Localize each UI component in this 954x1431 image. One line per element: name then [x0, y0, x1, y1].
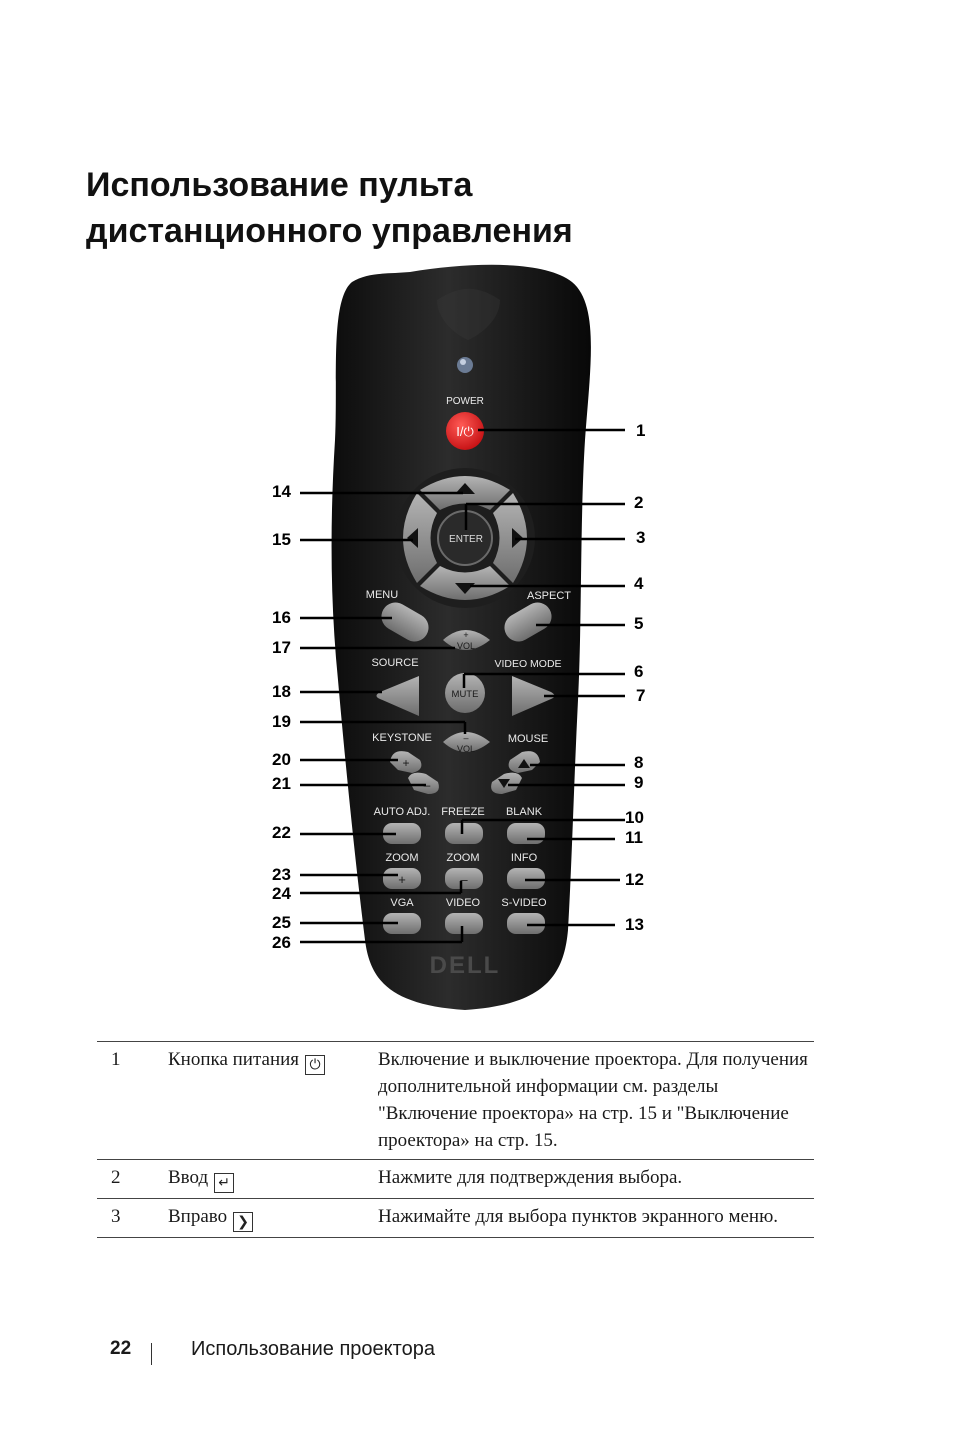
callout-16: 16 — [272, 608, 291, 627]
callout-3: 3 — [636, 528, 646, 547]
keystone-plus-sign: + — [402, 756, 410, 770]
callout-17: 17 — [272, 638, 291, 657]
keystone-minus-sign: – — [423, 778, 431, 792]
callout-13: 13 — [625, 915, 644, 934]
row-button-name — [168, 1160, 378, 1199]
callout-15: 15 — [272, 530, 291, 549]
zoom-in-sign: + — [398, 872, 406, 887]
row-description: Нажмите для подтверждения выбора. — [378, 1167, 683, 1188]
callout-4: 4 — [634, 574, 644, 593]
callout-6: 6 — [634, 662, 644, 681]
callout-18: 18 — [272, 682, 291, 701]
right-arrow-icon: ❯ — [233, 1212, 253, 1232]
callout-10: 10 — [625, 808, 644, 827]
blank-button[interactable] — [507, 823, 545, 844]
callout-20: 20 — [272, 750, 291, 769]
callout-9: 9 — [634, 773, 644, 792]
callout-22: 22 — [272, 823, 291, 842]
row-button-name-text: Кнопка питания — [168, 1049, 300, 1070]
callout-19: 19 — [272, 712, 291, 731]
callout-23: 23 — [272, 865, 291, 884]
callout-2: 2 — [634, 493, 644, 512]
vol-minus-sign: – — [463, 733, 469, 743]
s-video-label: S-VIDEO — [501, 897, 547, 909]
table-row — [97, 1199, 814, 1238]
aspect-label: ASPECT — [526, 590, 572, 602]
row-number: 3 — [111, 1206, 121, 1227]
s-video-button[interactable] — [507, 913, 545, 934]
freeze-label: FREEZE — [441, 806, 485, 818]
row-number: 1 — [111, 1049, 121, 1070]
callout-1: 1 — [636, 421, 646, 440]
freeze-button[interactable] — [445, 823, 483, 844]
vga-label: VGA — [390, 897, 414, 909]
power-label: POWER — [446, 396, 484, 407]
callout-26: 26 — [272, 933, 291, 952]
callout-7: 7 — [636, 686, 646, 705]
vol-plus-sign: + — [463, 630, 469, 640]
row-description: Включение и выключение проектора. Для получения дополнительной информации см. разделы "Включение проектора» на стр. 15 и "Выключение проектора» на стр. 15. — [378, 1049, 808, 1151]
row-number: 2 — [111, 1167, 121, 1188]
zoom-out-sign: – — [460, 872, 468, 887]
row-button-name-text: Вправо — [168, 1206, 228, 1227]
table-row — [97, 1042, 814, 1160]
callout-11: 11 — [625, 828, 643, 847]
zoom-out-label: ZOOM — [446, 852, 480, 864]
callout-14: 14 — [272, 482, 291, 501]
row-button-name — [168, 1199, 378, 1238]
info-label: INFO — [510, 852, 538, 864]
keystone-label: KEYSTONE — [372, 732, 432, 744]
mouse-label: MOUSE — [507, 733, 549, 745]
callout-8: 8 — [634, 753, 644, 772]
dell-logo: DELL — [429, 952, 501, 979]
info-button[interactable] — [507, 868, 545, 889]
source-label: SOURCE — [371, 657, 419, 669]
page-title-line-2: дистанционного управления — [86, 212, 573, 250]
video-label: VIDEO — [445, 897, 481, 909]
vol-up-label: VOL — [456, 641, 476, 651]
enter-label: ENTER — [449, 534, 483, 545]
callout-5: 5 — [634, 614, 644, 633]
video-mode-label: VIDEO MODE — [494, 658, 562, 670]
page-title-line-1: Использование пульта — [86, 166, 473, 204]
auto-adj-label: AUTO ADJ. — [373, 806, 431, 818]
blank-label: BLANK — [505, 806, 543, 818]
table-row — [97, 1160, 814, 1199]
menu-label: MENU — [365, 589, 399, 601]
vol-down-label: VOL — [456, 744, 476, 754]
button-legend-table — [97, 1041, 814, 1238]
row-description: Нажимайте для выбора пунктов экранного меню. — [378, 1206, 779, 1227]
row-button-name — [168, 1042, 378, 1160]
row-button-name-text: Ввод — [168, 1167, 209, 1188]
callout-25: 25 — [272, 913, 291, 932]
power-icon: ⏻ — [305, 1055, 325, 1075]
power-symbol: I/⏻ — [456, 424, 474, 439]
enter-icon: ↵ — [214, 1173, 234, 1193]
video-button[interactable] — [445, 913, 483, 934]
ir-led-indicator — [457, 357, 473, 373]
mute-label: MUTE — [451, 689, 479, 700]
footer-divider — [151, 1343, 152, 1365]
callout-24: 24 — [272, 884, 291, 903]
zoom-in-label: ZOOM — [385, 852, 419, 864]
callout-21: 21 — [272, 774, 291, 793]
page-number: 22 — [110, 1338, 132, 1359]
footer-section-title: Использование проектора — [191, 1338, 435, 1360]
callout-12: 12 — [625, 870, 644, 889]
